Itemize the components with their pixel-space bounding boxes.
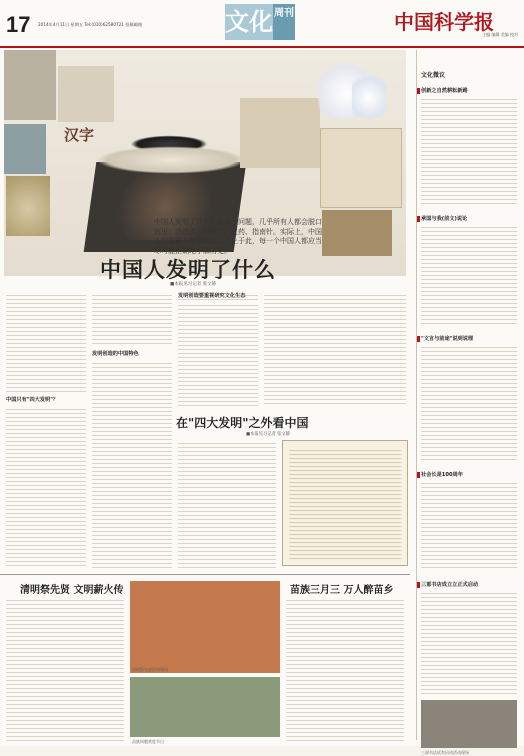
left-story-title: 清明祭先贤 文明薪火传 — [20, 585, 124, 596]
calligraphy-hanzi: 汉字 — [64, 126, 95, 144]
papermaking-image — [240, 98, 320, 168]
bookstore-photo — [421, 700, 517, 748]
seal-stamp-image — [58, 66, 114, 122]
right-column — [416, 50, 521, 755]
section-tag: 周刊 — [273, 4, 295, 40]
article-column-2 — [92, 292, 172, 346]
right-item-body — [421, 224, 517, 324]
bottom-stories — [0, 574, 410, 747]
item-marker — [417, 336, 420, 342]
item-marker — [417, 88, 420, 94]
page-number: 17 — [6, 12, 31, 37]
bookstore-caption: 三部书店试有启动活动现场 — [421, 750, 469, 755]
woodblock-print-image — [320, 128, 402, 208]
miao-festival-photo — [130, 677, 280, 737]
feature-subhead: 在"四大发明"之外看中国 — [176, 416, 309, 430]
section-banner — [225, 4, 295, 42]
article-column-1b — [6, 406, 86, 568]
sidebar-box — [282, 440, 408, 566]
scroll-image — [4, 50, 56, 120]
bowl-image — [96, 146, 246, 174]
newspaper-brand: 中国科学报 — [394, 10, 494, 34]
ceremony-photo — [130, 581, 280, 673]
item-marker — [417, 216, 420, 222]
left-photo-caption: 清明祭先贤活动现场 — [132, 667, 168, 672]
article-column-4 — [264, 292, 406, 404]
article-column-2b — [92, 360, 172, 568]
brand-subline: 主编 编辑 美编 校对 — [482, 32, 518, 37]
feature-byline: ■本报见习记者 张文静 — [246, 432, 291, 437]
main-byline: ■本报见习记者 张文静 — [170, 282, 217, 287]
right-story-body — [286, 597, 404, 741]
page-header — [0, 0, 524, 48]
right-item-body — [421, 480, 517, 570]
feature-column-1 — [178, 440, 276, 568]
right-item-title: 三部书店成立立正式启动 — [421, 582, 479, 588]
left-story-body — [6, 597, 124, 741]
article-column-1 — [6, 292, 86, 392]
porcelain-jar-image — [352, 68, 386, 118]
section-title: 文化 — [225, 4, 273, 40]
article-column-3b — [178, 302, 258, 406]
hero-collage — [4, 50, 406, 276]
right-item-title: "文言与前途"说到说理 — [421, 336, 474, 342]
temple-of-heaven-image — [6, 176, 50, 236]
right-item-body — [421, 590, 517, 694]
right-photo-caption: 苗族同胞欢度节日 — [132, 739, 164, 744]
right-item-body — [421, 344, 517, 460]
date-line: 2014年4月11日 星期五 Tel:(010)62580721 投稿邮箱 — [38, 22, 143, 27]
right-item-title: 社会长是100周年 — [421, 472, 463, 478]
subhead-1: 中国只有"四大发明"？ — [6, 397, 59, 403]
item-marker — [417, 582, 420, 588]
subhead-3: 发明创造要重视研究文化生态 — [178, 293, 246, 299]
right-item-body — [421, 96, 517, 206]
right-column-head: 文化微议 — [421, 72, 446, 79]
right-item-title: 创新之自然耕耘新路 — [421, 88, 468, 94]
scroll-painting-image — [322, 210, 392, 256]
subhead-2: 发明创造的中国特色 — [92, 351, 139, 357]
main-headline: 中国人发明了什么 — [100, 258, 276, 282]
right-story-title: 苗族三月三 万人醉苗乡 — [290, 585, 394, 596]
item-marker — [417, 472, 420, 478]
hero-caption: 中国人发明了什么？对这个问题，几乎所有人都会脱口而出：造纸术、印刷术、火药、指南针。实际上，中国人的智慧有其发明远远不止于此，每一个中国人都应当尽可能正确地了解历史。 — [154, 218, 322, 255]
pagoda-image — [4, 124, 46, 174]
right-item-title: 承国与我(前文)说论 — [421, 216, 468, 222]
